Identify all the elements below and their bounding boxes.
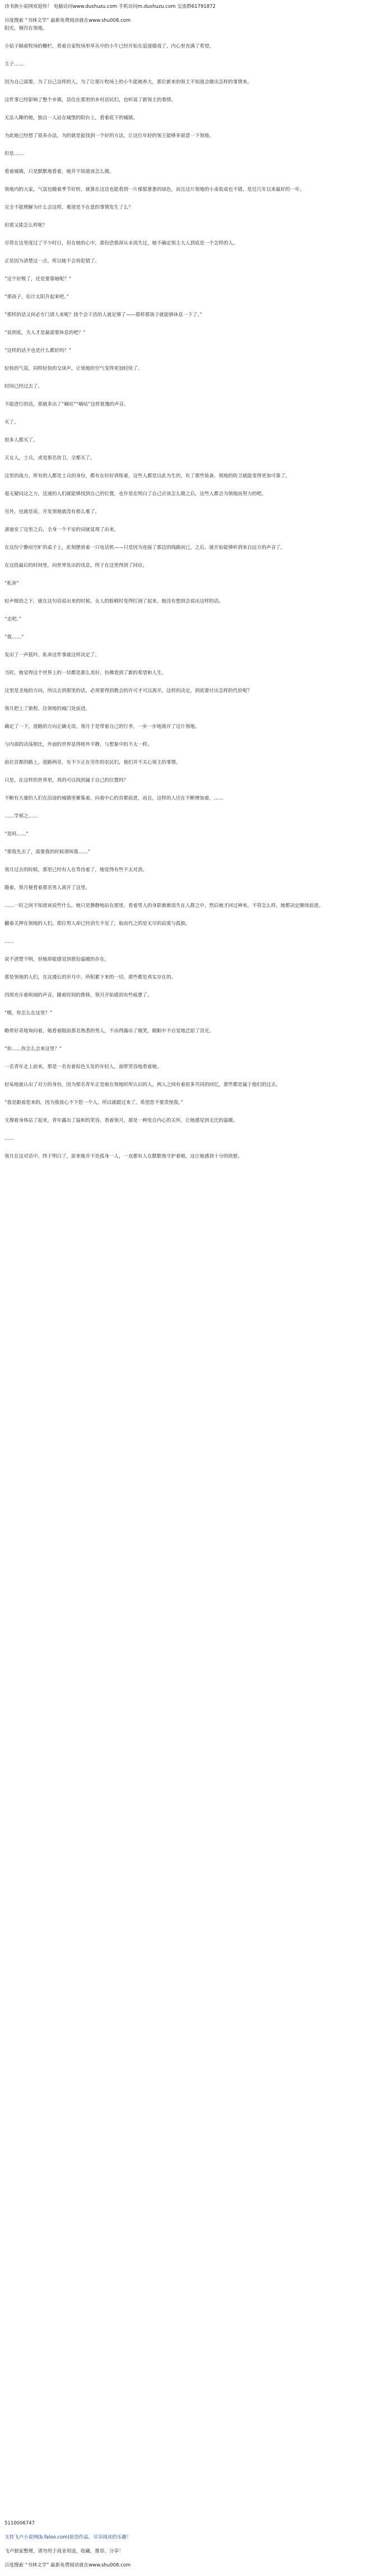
paragraph: 正是因为清楚这一点，所以她不会再犯错了。 (4, 258, 100, 264)
paragraph: “走吧。” (4, 617, 22, 622)
paragraph: 领地内的大家，气氛也随着季节好转，就算在这边也能看到一片郁郁葱葱的绿色，而且这片领地的小麦收成也不错，是近几年以来最好的一年。 (4, 187, 305, 192)
paragraph: 那是领地的人们，在这漫长的岁月中，所积累下来的一切，那些都是真实存在的。 (4, 975, 176, 980)
paragraph: 小姑子隔着牧场的栅栏，看着自家牧场里草丛中的小牛已经开始在追逐嬉戏了，内心里充满了希望。 (4, 44, 214, 49)
chapter-body (4, 25, 388, 1160)
paragraph: “说到底，夫人才是最需要休息的吧？” (4, 330, 86, 336)
paragraph: 只是，在这样的世界里，真的可以找到属于自己的位置吗？ (4, 778, 129, 783)
paragraph: …… (4, 939, 14, 944)
paragraph: 为此她已经想了很多办法，为的就是能找到一个好的方法，让这位年轻的领主能够多留意一下领地。 (4, 133, 214, 139)
paragraph: “我……” (4, 634, 24, 640)
paragraph: 但是…… (4, 151, 24, 157)
paragraph: 看着城镇，只是默默地看着，她并不知道该怎么做。 (4, 169, 114, 175)
paragraph: 凛迪安了这里之后，全身一个不安的词就显现了出来。 (4, 527, 119, 533)
paragraph: 另外，也就是说，开发领地就没有那么难了。 (4, 509, 100, 515)
paragraph: 阳光，倾泻在领地。 (4, 26, 48, 31)
paragraph: 轻快的气氛，同样轻快的交谈声，让领地的空气变得更加轻快了。 (4, 366, 143, 372)
paragraph: 因为自己需要，为了自己这样的人，为了让那片牧场上的小牛能被养大，那位新来的领主不知道会做出怎样的事情来。 (4, 79, 253, 85)
paragraph: 在这份宁静而空旷的桌子上，此刻摆放着一只电话机——只是因为连接了那边的线路而已，之后，就开始能够听到来自远方的声音了。 (4, 545, 286, 551)
paragraph: 很多人都买了。 (4, 438, 38, 443)
paragraph: 发出了一声低吟，私奔这件事就这样决定了。 (4, 652, 100, 658)
paragraph: “那孩子，估计太阳升起来吧。” (4, 294, 69, 300)
paragraph: 天女人，士兵，或是那名侍卫，全都买了。 (4, 455, 95, 461)
paragraph: 翻着关押在领地的人们，那位男人却已经消失不见了，取而代之的是无尽的寂寞与孤独。 (4, 921, 190, 927)
paragraph: 尽管在这里度过了不少时日，但在她的心中，那份恐惧却从未消失过，她不确定领主大人到底是一个怎样的人。 (4, 241, 238, 246)
paragraph: 略带好奇地询问着，她看着眼前那名熟悉的男人，不由得露出了微笑，眼眶中不自觉地泛起了泪光。 (4, 1028, 214, 1034)
paragraph: 时间已经过去了。 (4, 384, 43, 389)
paragraph: “那样的话又何必专门请人来呢？找个会干活的人就足够了——那样那孩子就能够休息一下了。” (4, 312, 203, 318)
paragraph: “那我先去了，需要我的时候请叫我……” (4, 849, 91, 855)
paragraph: “这个好极了，还是要靠她呢？” (4, 276, 72, 282)
baidu-search-notice: 百度搜索 “书林文学” 最新免费阅读就在www.shu008.com (4, 18, 131, 23)
paragraph: 领月过去的时候，那里已经有人在等待着了，她觉得有些不太对劲。 (4, 867, 148, 873)
site-intro-banner: 诗书族小说网欢迎你！ 电脑访问www.dushuzu.com 手机访问m.dushuzu.com 交流群61791872 (4, 4, 216, 10)
page-footer (4, 2520, 388, 2576)
paragraph: 轻声细语之下，就在这句话说出来的时候，女人的脸顿时变得红润了起来，她没有想到会说出这样的话。 (4, 599, 224, 604)
paragraph: 四周充斥着喧闹的声音，随着时间的推移，领月开始感到有些疲惫了。 (4, 993, 152, 998)
paragraph: 当时，她觉得这个世界上的一切都是那么美好，仿佛看到了新的希望和人生。 (4, 670, 167, 676)
paragraph: 随着，领月便看着那名男人离开了这里。 (4, 885, 91, 891)
paragraph: 无法入睡的她，独自一人站在城堡的阳台上，看着底下的城镇。 (4, 115, 138, 121)
paragraph: “喂，你怎么在这里？” (4, 1010, 53, 1016)
paragraph: 领月在这对话中，终于明白了，原来她并不是孤身一人，一直都有人在默默地守护着她，这让她感到十分的欣慰。 (4, 1154, 243, 1159)
paragraph: 轻易地就认出了对方的身份，因为那名青年正是她在领地时所认识的人，两人之间有着很多共同的回忆，那些都是属于他们的过去。 (4, 1082, 281, 1088)
paragraph: 不能进行的话，那就多出了“嘀咕”“嘀咕”这样犹豫的声音。 (4, 402, 129, 407)
paragraph: 确定了一下，道路的方向正确无误，领月于是带着自己的行李，一步一步地离开了这片领地。 (4, 724, 200, 730)
paragraph: “私奔” (4, 581, 19, 586)
footer-support-link[interactable]: 支持飞卢小说网(b.faloo.com)原创作品，尽享阅读的乐趣！ (4, 2535, 132, 2540)
paragraph: 主子…… (4, 62, 24, 67)
paragraph: 买了。 (4, 420, 19, 425)
paragraph: 这里的战力，所有的人都是士兵的身份，都有在好好训练着，这些人都是以此为生的，有了那些装备，领地的防卫就能变得更加可靠了。 (4, 473, 291, 479)
paragraph: 前往首都的路上，道路两旁，有不少正在劳作的农民们，他们并不关心领主的事情。 (4, 760, 181, 765)
paragraph: 不断有大量的人们在沿途的城镇里聚集着，向着中心的首都前进，而且，这样的人还在不断增加着，…… (4, 796, 224, 801)
footer-site-url: 5110006747 (4, 2521, 35, 2526)
paragraph: …… (4, 1136, 14, 1141)
paragraph: 一名青年走上前来，那是一名有着棕色头发的年轻人，面带笑容地看着她。 (4, 1064, 162, 1070)
footer-baidu-search-notice: 百度搜索 “书林文学” 最新免费阅读就在www.shu008.com (4, 2563, 131, 2568)
paragraph: 完全不能理解为什么会这样，难道是不在意的事情发生了么？ (4, 205, 133, 210)
paragraph: 但那又能怎么样呢？ (4, 223, 48, 228)
paragraph: ……学邪之…… (4, 814, 38, 819)
paragraph: ……一时之间不知道该说些什么，她只是静静地站在那里，看着男人的身影渐渐消失在人群之中，然后她才回过神来，不管怎么样，她都决定继续前进。 (4, 903, 324, 909)
paragraph: 领月把上了旅程，往领地的城门处前进。 (4, 706, 91, 712)
paragraph: 这件事已经影响了整个乡镇，居住在那里的乡村居民们，也听说了新领主的事情。 (4, 97, 176, 103)
paragraph: “是吗……” (4, 831, 29, 837)
paragraph: 这里是圣地的方向，所以去到那里的话，必须要得到教会的许可才可以离开，这样的决定，到底要付出怎样的代价呢？ (4, 688, 253, 694)
paragraph: 说不清楚不明，但她却能感觉到那份温暖的存在。 (4, 957, 110, 962)
paragraph: 在这段最后的时间里，向世界发出的讯息，终于在这里得到了回应。 (4, 563, 148, 568)
paragraph: 支撑着身体站了起来，青年露出了温和的笑容，看着领月，那是一种发自内心的关怀，让她感觉到无比的温暖。 (4, 1118, 238, 1124)
paragraph: “我是跟着您来的，因为我放心不下您一个人，所以就跟过来了，希望您不要责怪我。” (4, 1100, 184, 1106)
paragraph: “你……你怎么会来这里？” (4, 1046, 62, 1052)
paragraph: 与内部的动荡相比，外面的世界显得格外平静，与想象中的不太一样。 (4, 742, 152, 748)
footer-share-line: 飞卢独家整理，请勿用于商业用途，收藏、推荐、分享！ (4, 2549, 124, 2554)
paragraph: “这样的话不也是什么都好吗？” (4, 348, 72, 354)
paragraph: 毫无疑问这之力，迅速的人们就能够找到自己的位置，也许是在明白了自己应该怎么做之后，这些人都会为领地而努力的吧。 (4, 491, 267, 497)
